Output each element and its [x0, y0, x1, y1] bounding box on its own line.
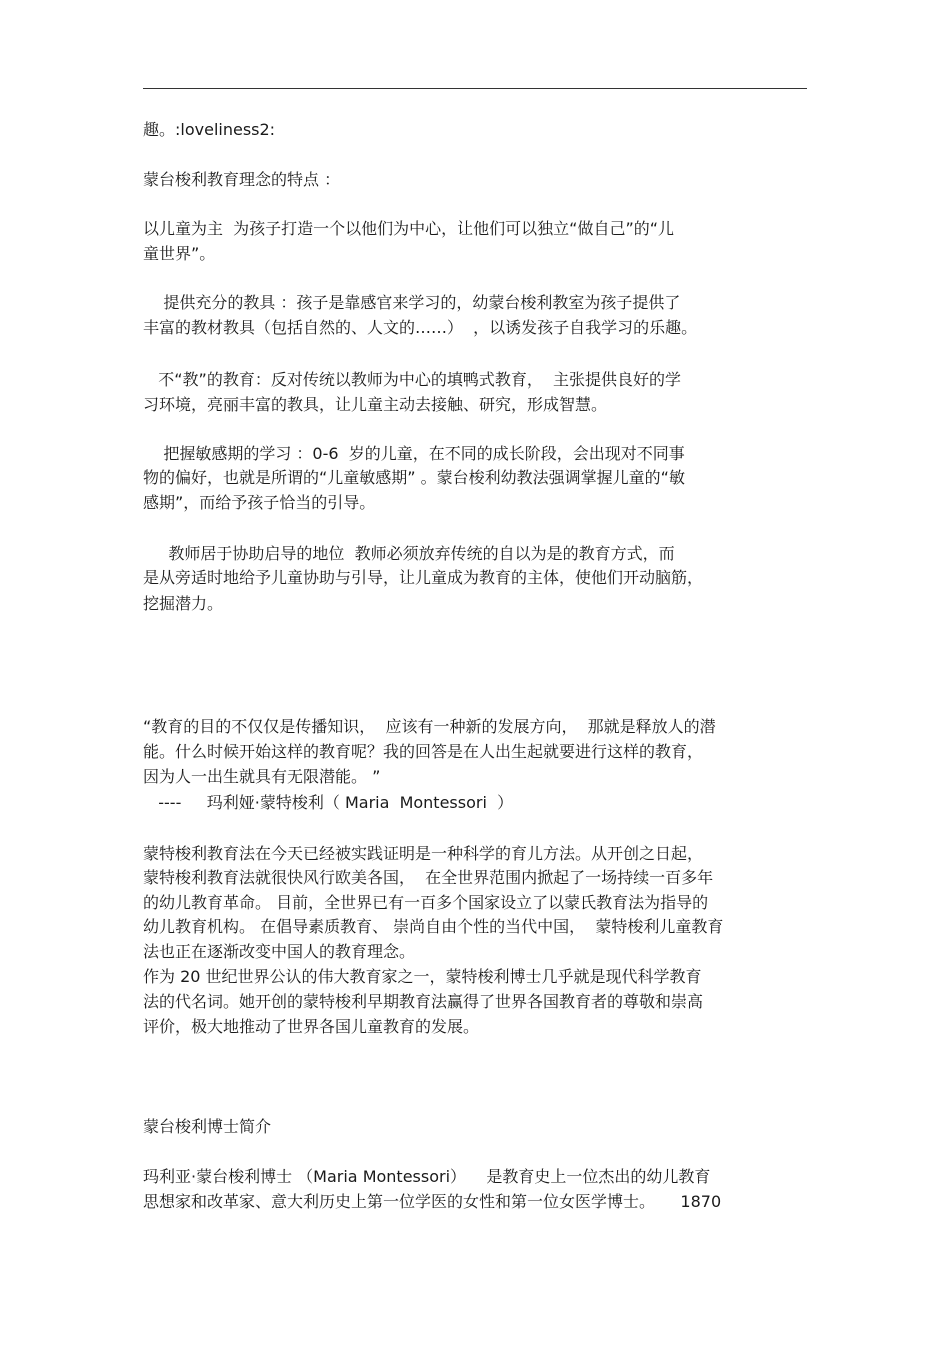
text-line: 教师居于协助启导的地位 教师必须放弃传统的自以为是的教育方式，而 [143, 544, 675, 563]
text-line: 物的偏好，也就是所谓的“儿童敏感期” 。蒙台梭利幼教法强调掌握儿童的“敏 [143, 468, 685, 487]
quote-line: 能。什么时候开始这样的教育呢？我的回答是在人出生起就要进行这样的教育， [143, 742, 704, 761]
text-line: 蒙特梭利教育法就很快风行欧美各国， 在全世界范围内掀起了一场持续一百多年 [143, 868, 714, 887]
text-line: 幼儿教育机构。 在倡导素质教育、 崇尚自由个性的当代中国， 蒙特梭利儿童教育 [143, 917, 724, 936]
text-line: 不“教”的教育：反对传统以教师为中心的填鸭式教育， 主张提供良好的学 [143, 370, 682, 389]
text-line: 思想家和改革家、意大利历史上第一位学医的女性和第一位女医学博士。 1870 [143, 1192, 722, 1211]
text-line: 以儿童为主 为孩子打造一个以他们为中心，让他们可以独立“做自己”的“儿 [143, 219, 675, 238]
text-line: 作为 20 世纪世界公认的伟大教育家之一，蒙特梭利博士几乎就是现代科学教育 [143, 967, 702, 986]
text-line: 蒙特梭利教育法在今天已经被实践证明是一种科学的育儿方法。从开创之日起， [143, 844, 704, 863]
text-line: 是从旁适时地给予儿童协助与引导，让儿童成为教育的主体，使他们开动脑筋， [143, 568, 704, 587]
text-line: 把握敏感期的学习 ：0-6 岁的儿童，在不同的成长阶段，会出现对不同事 [143, 444, 685, 463]
text-line: 评价，极大地推动了世界各国儿童教育的发展。 [143, 1017, 480, 1036]
text-line: 童世界”。 [143, 244, 216, 263]
text-line: 法也正在逐渐改变中国人的教育理念。 [143, 942, 416, 961]
text-line: 习环境，亮丽丰富的教具，让儿童主动去接触、研究，形成智慧。 [143, 395, 608, 414]
quote-line: “教育的目的不仅仅是传播知识， 应该有一种新的发展方向， 那就是释放人的潜 [143, 717, 716, 736]
text-line: 感期”，而给予孩子恰当的引导。 [143, 493, 376, 512]
section-heading-features: 蒙台梭利教育理念的特点 ： [143, 170, 341, 189]
text-line: 提供充分的教具 ：孩子是靠感官来学习的，幼蒙台梭利教室为孩子提供了 [143, 293, 681, 312]
text-line: 挖掘潜力。 [143, 594, 224, 613]
text-line: 玛利亚·蒙台梭利博士 （Maria Montessori） 是教育史上一位杰出的幼儿教育 [143, 1167, 711, 1186]
text-line: 丰富的教材教具（包括自然的、人文的……） ，以诱发孩子自我学习的乐趣。 [143, 318, 698, 337]
quote-attribution: ---- 玛利娅·蒙特梭利（ Maria Montessori ） [143, 793, 514, 812]
text-line: 趣。:loveliness2: [143, 120, 276, 139]
quote-line: 因为人一出生就具有无限潜能。 ” [143, 767, 381, 786]
text-line: 的幼儿教育革命。 目前，全世界已有一百多个国家设立了以蒙氏教育法为指导的 [143, 893, 709, 912]
text-line: 法的代名词。她开创的蒙特梭利早期教育法赢得了世界各国教育者的尊敬和崇高 [143, 992, 704, 1011]
header-rule [143, 88, 807, 89]
section-heading-biography: 蒙台梭利博士简介 [143, 1117, 272, 1136]
